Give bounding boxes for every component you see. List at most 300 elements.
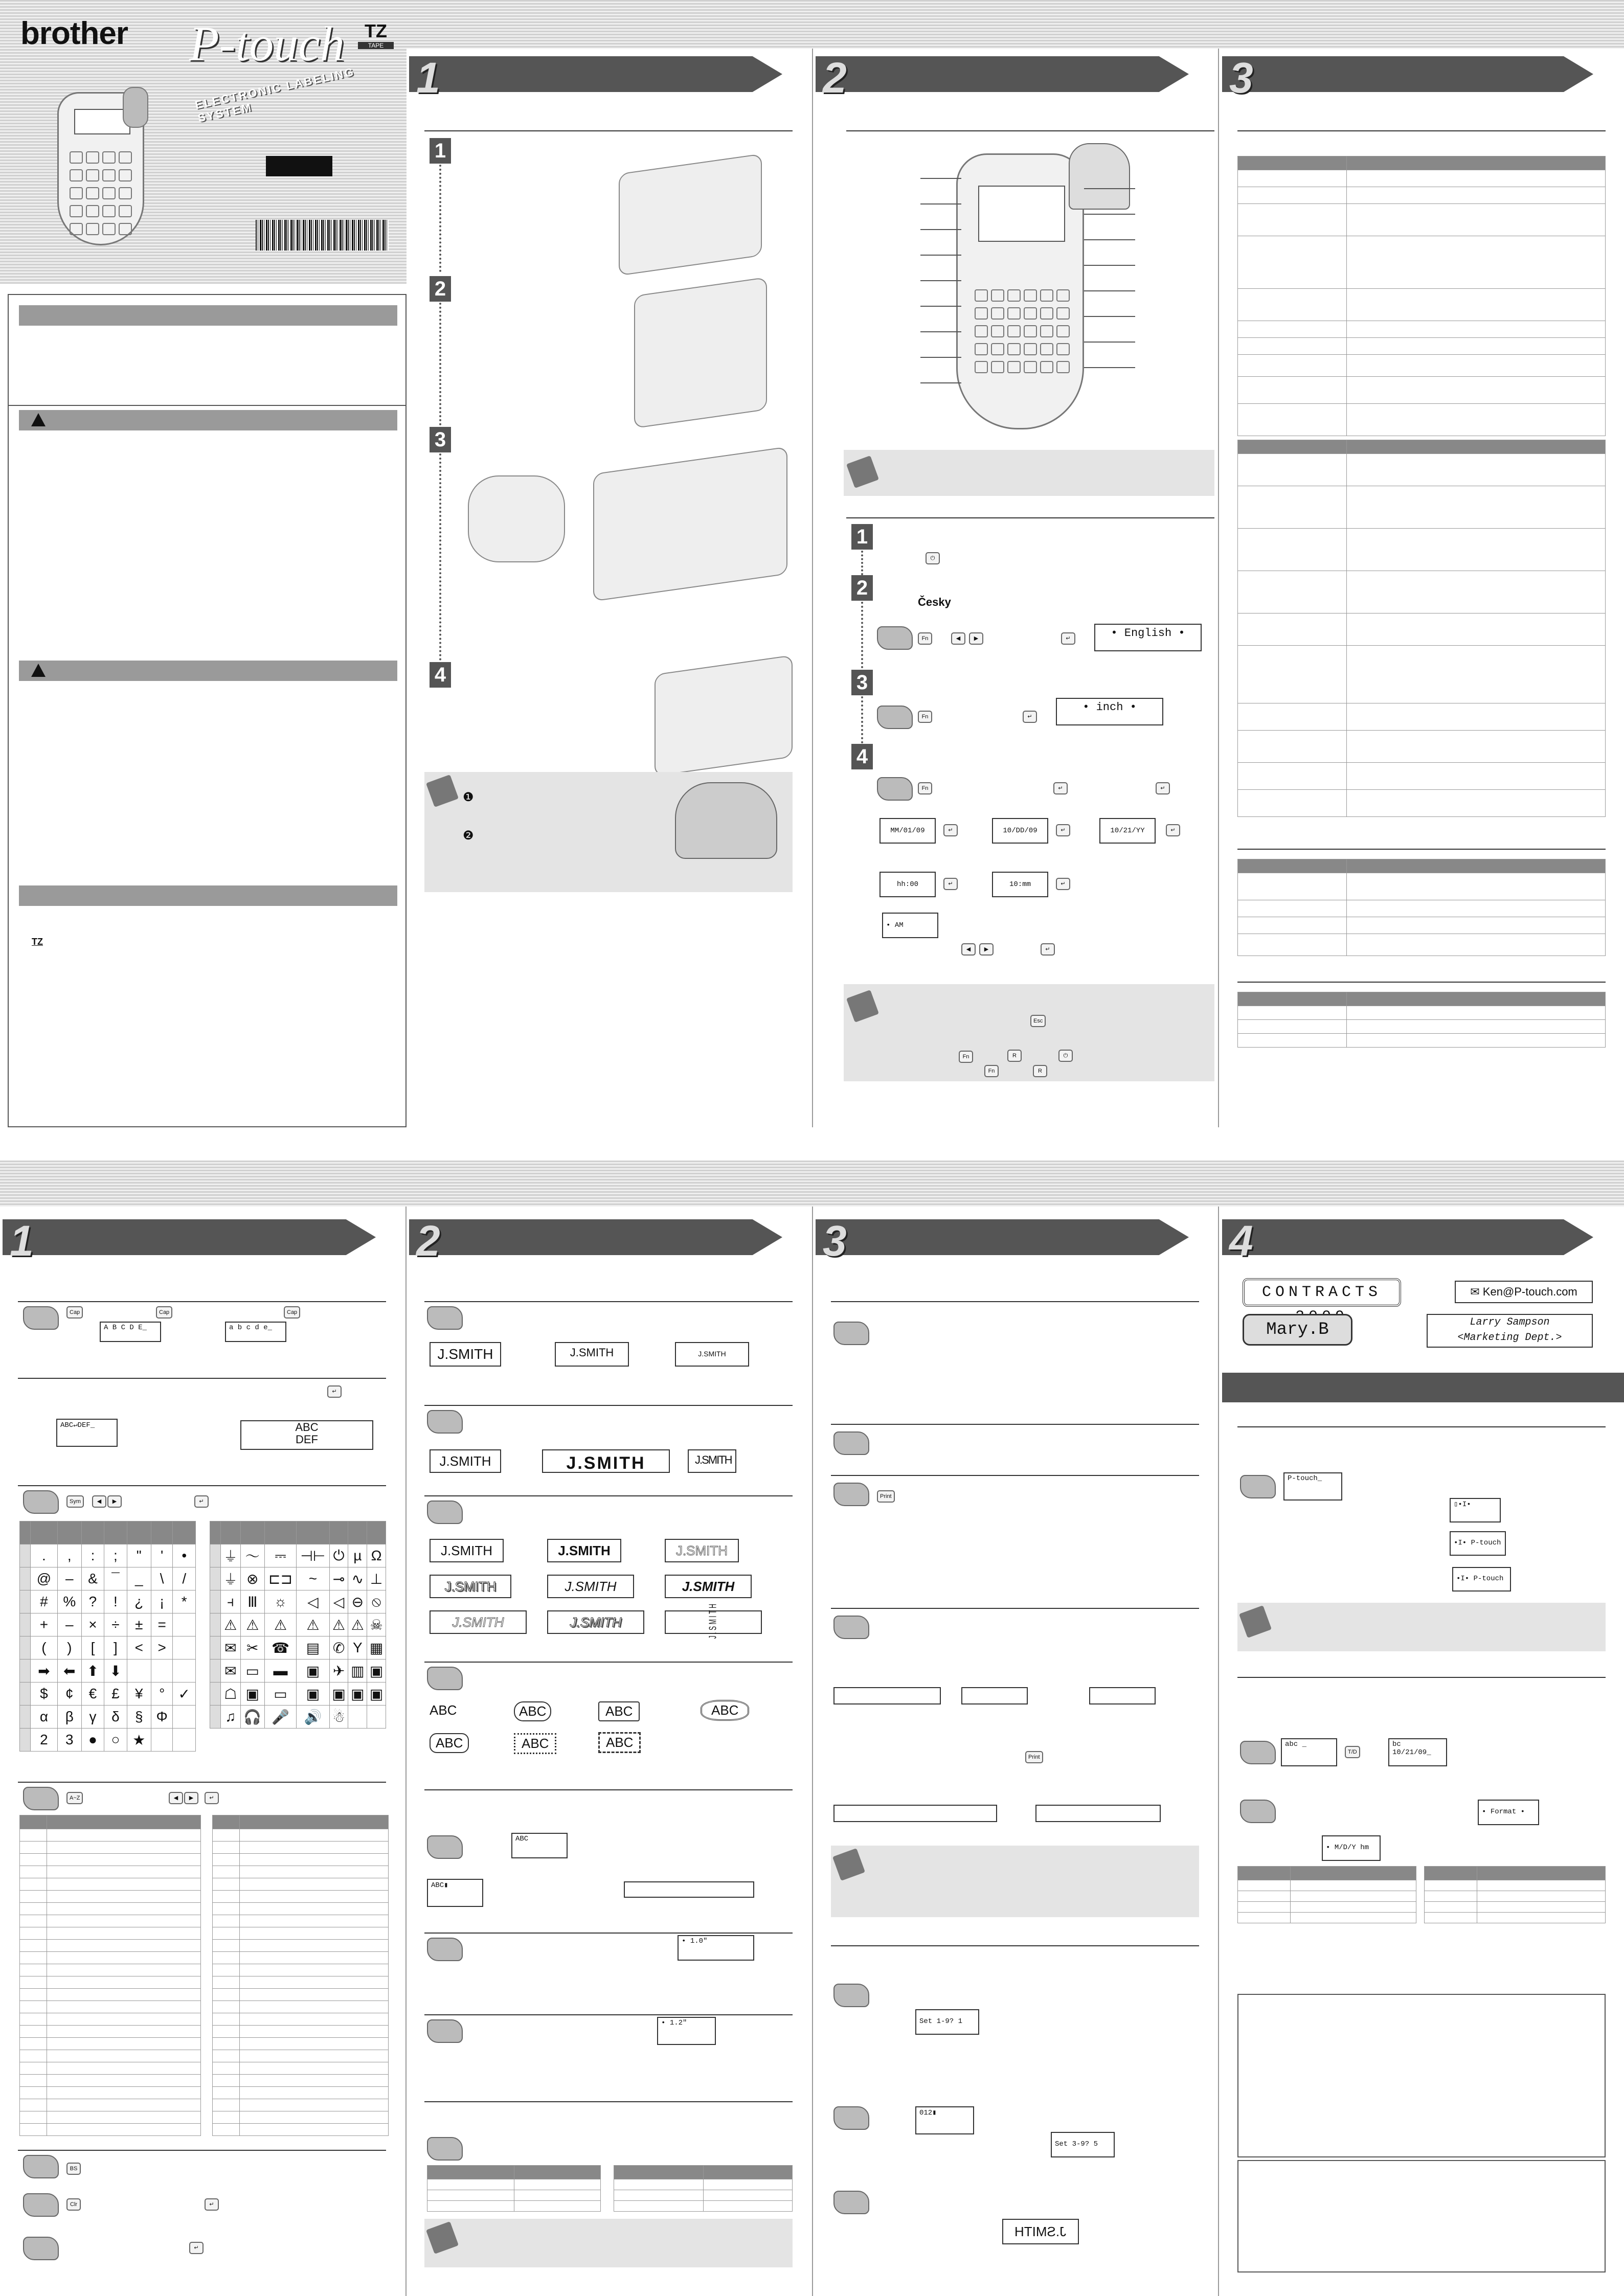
symbol-cell[interactable]: ⬇ (104, 1660, 127, 1683)
product-logo: P-touch (189, 16, 345, 71)
symbol-cell[interactable]: 🎧 (240, 1706, 264, 1729)
hand-icon (23, 1787, 59, 1810)
symbol-cell[interactable]: ⦸ (367, 1590, 386, 1613)
symbol-cell[interactable]: ➡ (31, 1660, 58, 1683)
caps-key[interactable]: Cap (156, 1306, 172, 1319)
left-arrow-key[interactable]: ◀ (961, 943, 976, 956)
table-row (213, 1878, 389, 1891)
symbol-cell[interactable] (367, 1706, 386, 1729)
symbol-cell[interactable]: Ⅲ (240, 1590, 264, 1613)
table-row (213, 2124, 389, 2136)
hand-icon (1240, 1475, 1276, 1498)
hand-icon (427, 2019, 463, 2043)
step-connector (861, 602, 863, 668)
symbol-cell[interactable]: ▤ (297, 1636, 330, 1660)
symbol-cell[interactable]: ⏚ (221, 1544, 241, 1567)
frame-sample-4: ABC (701, 1700, 749, 1721)
hand-icon (427, 1410, 463, 1434)
symbol-cell[interactable]: 3 (57, 1729, 81, 1752)
section-rule (831, 1424, 1199, 1425)
symbol-cell[interactable]: ¡ (151, 1590, 173, 1613)
symbol-cell[interactable] (173, 1660, 196, 1683)
right-arrow-key[interactable]: ▶ (107, 1495, 122, 1508)
symbol-cell[interactable]: ▦ (367, 1636, 386, 1660)
symbol-cell[interactable]: ⚠ (221, 1613, 241, 1636)
symbol-cell[interactable]: ) (57, 1636, 81, 1660)
sample-label-contracts: CONTRACTS (1243, 1278, 1401, 1307)
lcd-caps: A B C D E_ (100, 1322, 161, 1342)
table-row (213, 2013, 389, 2026)
symbol-cell[interactable]: / (173, 1567, 196, 1590)
sample-label-mary: Mary.B (1243, 1314, 1352, 1346)
hand-icon (833, 1984, 869, 2007)
print-note-box (831, 1846, 1199, 1917)
table-row (213, 2075, 389, 2087)
section-tab (409, 56, 782, 92)
symbol-cell[interactable] (151, 1660, 173, 1683)
hand-icon (23, 1490, 59, 1514)
enter-key[interactable]: ↵ (194, 1495, 209, 1508)
labeler-diagram (956, 153, 1084, 429)
intro-header-bar (19, 305, 397, 326)
r-key[interactable]: R (1007, 1050, 1022, 1062)
table-row (213, 1927, 389, 1940)
lcd-mdy: • M/D/Y hm (1322, 1835, 1381, 1861)
accent-key[interactable]: A~Z (66, 1792, 83, 1804)
symbol-cell[interactable]: ▣ (348, 1683, 367, 1706)
open-cover-illustration (619, 153, 762, 276)
symbol-cell[interactable]: ☼ (264, 1590, 296, 1613)
table-row (213, 1854, 389, 1866)
section-rule (846, 517, 1214, 518)
row-header-cell (20, 1636, 31, 1660)
symbol-cell[interactable]: = (151, 1613, 173, 1636)
symbol-cell[interactable]: ♫ (221, 1706, 241, 1729)
table-row (210, 1706, 386, 1729)
symbol-cell[interactable]: > (151, 1636, 173, 1660)
symbol-cell[interactable]: ☠ (367, 1613, 386, 1636)
symbol-cell[interactable] (173, 1729, 196, 1752)
table-row (20, 1636, 196, 1660)
symbol-cell[interactable]: ⏻ (329, 1544, 348, 1567)
symbol-cell[interactable]: ☖ (221, 1683, 241, 1706)
section-3-header (1222, 54, 1624, 102)
symbol-cell[interactable]: ✈ (329, 1660, 348, 1683)
symbol-cell[interactable]: ▣ (297, 1660, 330, 1683)
frame-sample-5: ABC (430, 1733, 469, 1753)
symbol-cell[interactable]: ⚠ (264, 1613, 296, 1636)
symbol-cell[interactable]: 〜 (240, 1544, 264, 1567)
left-arrow-key[interactable]: ◀ (169, 1792, 183, 1804)
symbol-cell[interactable]: ? (81, 1590, 104, 1613)
symbol-cell[interactable]: ▥ (348, 1660, 367, 1683)
lcd-ampm-text: AM (894, 921, 904, 929)
device-keypad (68, 150, 140, 239)
right-arrow-key[interactable]: ▶ (969, 632, 983, 645)
section-rule (424, 1933, 793, 1934)
backspace-key[interactable]: BS (66, 2163, 81, 2175)
note-icon (426, 2221, 459, 2254)
symbol-cell[interactable]: α (31, 1706, 58, 1729)
r-key[interactable]: R (1033, 1065, 1047, 1077)
table-row (210, 1590, 386, 1613)
enter-key[interactable]: ↵ (1023, 711, 1037, 723)
function-key[interactable]: Fn (918, 782, 932, 794)
section-rule (831, 1475, 1199, 1476)
symbol-cell[interactable]: ▣ (367, 1660, 386, 1683)
symbol-cell[interactable]: ◁ (297, 1590, 330, 1613)
symbol-cell[interactable]: , (57, 1544, 81, 1567)
feed-diagram-2 (961, 1687, 1028, 1704)
symbol-cell[interactable]: ⫞ (221, 1590, 241, 1613)
general-header-bar (19, 885, 397, 906)
symbol-cell[interactable]: * (173, 1590, 196, 1613)
symbol-cell[interactable]: ⚠ (240, 1613, 264, 1636)
right-arrow-key[interactable]: ▶ (979, 943, 994, 956)
symbol-cell[interactable]: β (57, 1706, 81, 1729)
symbol-cell[interactable]: & (81, 1567, 104, 1590)
hand-icon (427, 1306, 463, 1330)
install-step-1: 1 (430, 138, 451, 164)
left-arrow-key[interactable]: ◀ (951, 632, 965, 645)
symbol-cell[interactable]: ( (31, 1636, 58, 1660)
error-message-table (1237, 440, 1606, 817)
symbol-cell[interactable]: ∿ (348, 1567, 367, 1590)
lcd-date-format-2: 10/DD/09 (992, 818, 1048, 844)
enter-key[interactable]: ↵ (189, 2242, 204, 2254)
symbol-cell[interactable]: Φ (151, 1706, 173, 1729)
enter-key[interactable]: ↵ (327, 1385, 342, 1398)
symbol-cell[interactable] (348, 1706, 367, 1729)
enter-key[interactable]: ↵ (205, 2198, 219, 2211)
feed-diagram-3 (1089, 1687, 1156, 1704)
section-rule (424, 1495, 793, 1496)
enter-key[interactable]: ↵ (205, 1792, 219, 1804)
symbol-cell[interactable]: Ω (367, 1544, 386, 1567)
cover-header (0, 0, 407, 284)
row-header-cell (210, 1683, 221, 1706)
enter-key[interactable]: ↵ (1041, 943, 1055, 956)
symbol-cell[interactable]: . (31, 1544, 58, 1567)
symbol-cell[interactable]: ✂ (240, 1636, 264, 1660)
lcd-number-set-2: Set 3-9? 5 (1051, 2132, 1115, 2157)
column-divider (1218, 1207, 1219, 2296)
right-arrow-key[interactable]: ▶ (184, 1792, 198, 1804)
bottom-stripe-band (0, 1161, 1624, 1207)
section-4-banner (1222, 1373, 1624, 1402)
column-divider (1218, 49, 1219, 1127)
symbol-cell[interactable]: ⊖ (348, 1590, 367, 1613)
symbol-cell[interactable]: ✆ (329, 1636, 348, 1660)
symbol-cell[interactable]: ± (127, 1613, 151, 1636)
symbol-cell[interactable]: ○ (104, 1729, 127, 1752)
symbol-cell[interactable]: ¢ (57, 1683, 81, 1706)
frame-sample-3: ABC (598, 1701, 640, 1721)
table-row (20, 2001, 201, 2013)
lcd-length-2: • 1.2" (657, 2017, 716, 2045)
symbol-cell[interactable]: ⚠ (297, 1613, 330, 1636)
symbol-cell[interactable]: ◁ (329, 1590, 348, 1613)
section-tab (816, 1219, 1189, 1255)
lcd-abc-date: bc 10/21/09_ (1388, 1738, 1447, 1766)
symbol-cell[interactable]: ' (151, 1544, 173, 1567)
enter-key[interactable]: ↵ (1056, 824, 1070, 836)
symbol-cell[interactable]: • (173, 1544, 196, 1567)
section-rule (1237, 849, 1606, 850)
section-rule (18, 1485, 386, 1486)
symbol-cell[interactable] (127, 1660, 151, 1683)
symbol-cell[interactable]: % (57, 1590, 81, 1613)
symbol-cell[interactable]: ⏚ (221, 1567, 241, 1590)
section-rule (18, 1301, 386, 1302)
setup-note-box (844, 984, 1214, 1081)
section-rule (18, 1782, 386, 1783)
table-row (210, 1683, 386, 1706)
symbol-cell[interactable]: ⊏⊐ (264, 1567, 296, 1590)
table-row (213, 2099, 389, 2111)
column-divider (405, 1207, 407, 2296)
symbol-cell[interactable]: Y (348, 1636, 367, 1660)
left-arrow-key[interactable]: ◀ (92, 1495, 106, 1508)
callout-lines-right (1084, 164, 1135, 389)
hand-icon (23, 2155, 59, 2178)
enter-key[interactable]: ↵ (943, 878, 958, 890)
symbol-cell[interactable]: δ (104, 1706, 127, 1729)
enter-key[interactable]: ↵ (1166, 824, 1180, 836)
hand-icon (23, 1306, 59, 1330)
symbol-cell[interactable]: ⊗ (240, 1567, 264, 1590)
symbol-cell[interactable] (151, 1729, 173, 1752)
bottom-section-1-header (3, 1217, 407, 1265)
table-row (20, 2099, 201, 2111)
step-connector (439, 453, 441, 661)
symbol-cell[interactable]: § (127, 1706, 151, 1729)
symbol-cell[interactable]: ☃ (329, 1706, 348, 1729)
lcd-format-text: Format (1490, 1808, 1517, 1816)
function-key[interactable]: Fn (918, 711, 932, 723)
caution-icon (31, 664, 46, 677)
function-key[interactable]: Fn (984, 1065, 999, 1077)
row-header-cell (20, 1729, 31, 1752)
symbol-cell[interactable]: € (81, 1683, 104, 1706)
symbol-cell[interactable]: @ (31, 1567, 58, 1590)
symbol-key[interactable]: Sym (66, 1495, 84, 1508)
symbol-cell[interactable] (173, 1636, 196, 1660)
install-step-4: 4 (430, 662, 451, 688)
hand-icon (427, 1835, 463, 1859)
section-tab (3, 1219, 376, 1255)
caps-key[interactable]: Cap (284, 1306, 300, 1319)
symbol-cell[interactable]: # (31, 1590, 58, 1613)
symbol-cell[interactable]: ÷ (104, 1613, 127, 1636)
table-row (20, 1544, 196, 1567)
lcd-number-input: 012▮ (915, 2106, 974, 2134)
lcd-ptouch-frame-2: •I• P-touch (1450, 1531, 1506, 1556)
table-row (213, 1964, 389, 1976)
table-row (213, 2026, 389, 2038)
accessories-table (1237, 992, 1606, 1048)
enter-key[interactable]: ↵ (1056, 878, 1070, 890)
symbol-cell[interactable]: ⚠ (329, 1613, 348, 1636)
symbol-cell[interactable]: ▣ (329, 1683, 348, 1706)
symbol-cell[interactable]: ⊥ (367, 1567, 386, 1590)
timedate-key[interactable]: T/D (1345, 1746, 1360, 1758)
lcd-length-2-text: 1.2" (669, 2019, 687, 2027)
symbol-cell[interactable]: ¿ (127, 1590, 151, 1613)
table-row (20, 1964, 201, 1976)
symbol-cell[interactable]: ⬆ (81, 1660, 104, 1683)
row-header-cell (20, 1590, 31, 1613)
bottom-section-3-header (816, 1217, 1220, 1265)
table-row (210, 1660, 386, 1683)
row-header-cell (210, 1706, 221, 1729)
symbol-cell[interactable]: : (81, 1544, 104, 1567)
symbol-cell[interactable]: " (127, 1544, 151, 1567)
bottom-section-4-header (1222, 1217, 1624, 1265)
note-icon (1239, 1605, 1272, 1638)
table-row (20, 1613, 196, 1636)
row-header-cell (210, 1544, 221, 1567)
symbol-cell[interactable]: ⊸ (329, 1567, 348, 1590)
print-key[interactable]: Print (877, 1490, 895, 1503)
hand-icon (427, 1938, 463, 1961)
symbol-cell[interactable]: ☎ (264, 1636, 296, 1660)
table-row (20, 1567, 196, 1590)
symbol-cell[interactable]: 🔊 (297, 1706, 330, 1729)
style-sample-vertical (665, 1602, 762, 1639)
symbol-cell[interactable]: ~ (297, 1567, 330, 1590)
tz-mark: TZ (32, 937, 43, 947)
section-number: 3 (1229, 54, 1253, 102)
symbol-cell[interactable]: ✉ (221, 1636, 241, 1660)
symbol-cell[interactable]: ▣ (367, 1683, 386, 1706)
symbol-cell[interactable]: ⎓ (264, 1544, 296, 1567)
print-key[interactable]: Print (1025, 1751, 1043, 1763)
power-key[interactable]: ⏻ (926, 552, 940, 564)
table-row (213, 2001, 389, 2013)
caps-key[interactable]: Cap (66, 1306, 83, 1319)
column-divider (812, 1207, 813, 2296)
vertical-text: J.SMITH (707, 1602, 719, 1639)
lcd-unit: • inch • (1056, 698, 1163, 725)
warranty-box (1237, 2160, 1606, 2272)
row-header-cell (20, 1544, 31, 1567)
symbol-cell[interactable]: ▭ (264, 1683, 296, 1706)
symbol-cell[interactable]: × (81, 1613, 104, 1636)
power-key[interactable]: ⏻ (1058, 1050, 1073, 1062)
symbol-cell[interactable]: $ (31, 1683, 58, 1706)
symbol-cell[interactable] (173, 1706, 196, 1729)
symbol-cell[interactable]: γ (81, 1706, 104, 1729)
accent-table-2 (212, 1815, 389, 2136)
symbol-cell[interactable]: 2 (31, 1729, 58, 1752)
symbol-cell[interactable]: < (127, 1636, 151, 1660)
table-row (20, 1706, 196, 1729)
table-row (20, 2038, 201, 2050)
section-1-header (409, 54, 813, 102)
table-row (213, 2111, 389, 2124)
size-sample-2: J.SMITH (555, 1342, 629, 1367)
symbol-cell[interactable]: ✉ (221, 1660, 241, 1683)
symbol-cell[interactable]: ⬅ (57, 1660, 81, 1683)
symbol-cell[interactable]: ⊣⊢ (297, 1544, 330, 1567)
hand-icon (427, 1667, 463, 1690)
table-row (20, 1842, 201, 1854)
function-key[interactable]: Fn (959, 1051, 973, 1063)
symbol-cell[interactable]: ¥ (127, 1683, 151, 1706)
symbol-cell[interactable]: 🎤 (264, 1706, 296, 1729)
symbol-cell[interactable]: ] (104, 1636, 127, 1660)
symbol-cell[interactable]: ¯ (104, 1567, 127, 1590)
hand-icon (23, 2237, 59, 2260)
symbol-cell[interactable]: ▣ (297, 1683, 330, 1706)
symbol-cell[interactable]: _ (127, 1567, 151, 1590)
enter-key[interactable]: ↵ (1061, 632, 1075, 645)
function-key[interactable]: Fn (918, 632, 932, 645)
symbol-cell[interactable]: ⚠ (348, 1613, 367, 1636)
tape-cassette-illustration (468, 475, 565, 562)
lcd-newline: ABC↵DEF_ (56, 1419, 118, 1447)
table-row (210, 1567, 386, 1590)
adapter-note-box (424, 772, 793, 892)
lcd-ptouch-frame: ▯•I• (1450, 1498, 1501, 1522)
symbol-cell[interactable]: ° (151, 1683, 173, 1706)
symbol-cell[interactable] (173, 1613, 196, 1636)
caution-header-bar (19, 661, 397, 681)
bottom-section-2-header (409, 1217, 813, 1265)
table-row (213, 1866, 389, 1878)
symbol-cell[interactable]: [ (81, 1636, 104, 1660)
table-header-row (20, 1521, 196, 1544)
symbol-cell[interactable]: – (57, 1567, 81, 1590)
warning-header-bar (19, 410, 397, 430)
symbol-cell[interactable]: ; (104, 1544, 127, 1567)
step-connector (439, 165, 441, 272)
table-row (20, 2075, 201, 2087)
row-header-cell (20, 1683, 31, 1706)
hand-icon (427, 2137, 463, 2161)
table-row (20, 2050, 201, 2062)
symbol-cell[interactable]: + (31, 1613, 58, 1636)
esc-key[interactable]: Esc (1030, 1015, 1046, 1027)
symbol-cell[interactable]: ▣ (240, 1683, 264, 1706)
length-diagram (624, 1881, 754, 1898)
symbol-cell[interactable]: £ (104, 1683, 127, 1706)
symbol-cell[interactable]: µ (348, 1544, 367, 1567)
hand-icon (877, 777, 913, 801)
section-number: 3 (823, 1217, 847, 1265)
symbol-cell[interactable]: ! (104, 1590, 127, 1613)
lcd-abc-cursor: ABC (511, 1833, 568, 1858)
enter-key[interactable]: ↵ (943, 824, 958, 836)
lcd-unit-text: inch (1096, 701, 1123, 714)
symbol-cell[interactable]: ✓ (173, 1683, 196, 1706)
symbol-cell[interactable]: ▬ (264, 1660, 296, 1683)
enter-key[interactable]: ↵ (1156, 782, 1170, 794)
enter-key[interactable]: ↵ (1053, 782, 1068, 794)
row-header-cell (20, 1660, 31, 1683)
table-row (210, 1636, 386, 1660)
symbol-cell[interactable]: ★ (127, 1729, 151, 1752)
clear-key[interactable]: Clr (66, 2198, 81, 2211)
symbol-cell[interactable]: ▭ (240, 1660, 264, 1683)
section-rule (424, 1662, 793, 1663)
hand-icon (427, 1501, 463, 1524)
table-row (20, 2062, 201, 2075)
symbol-cell[interactable]: – (57, 1613, 81, 1636)
symbol-cell[interactable]: \ (151, 1567, 173, 1590)
symbol-cell[interactable]: ● (81, 1729, 104, 1752)
